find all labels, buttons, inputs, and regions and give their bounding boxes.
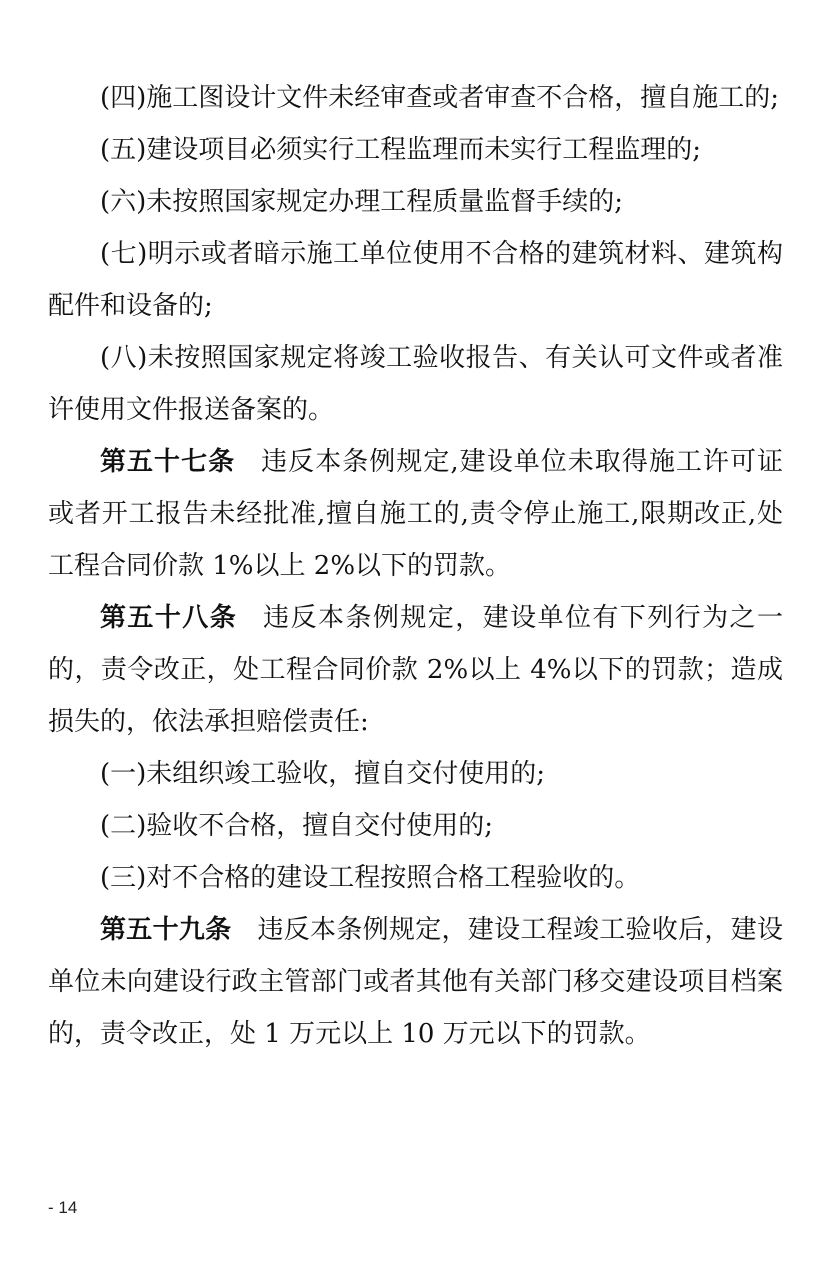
document-body [48,72,783,1060]
article-heading: 第五十八条 [100,603,238,633]
article-58 [48,592,783,748]
paragraph-text: (二)验收不合格，擅自交付使用的; [100,811,494,841]
paragraph-text: (五)建设项目必须实行工程监理而未实行工程监理的; [100,135,702,165]
article-text: 违反本条例规定,建设单位未取得施工许可证或者开工报告未经批准,擅自施工的,责令停止施工,限期改正,处工程合同价款 1%以上 2%以下的罚款。 [48,447,783,581]
article-heading: 第五十七条 [100,447,236,477]
paragraph-text: (一)未组织竣工验收，擅自交付使用的; [100,759,546,789]
paragraph-item-5 [48,124,783,176]
page-number: - 14 [48,1198,78,1217]
paragraph-text: (四)施工图设计文件未经审查或者审查不合格，擅自施工的; [100,83,780,113]
article-text: 违反本条例规定，建设单位有下列行为之一的，责令改正，处工程合同价款 2%以上 4%以下的罚款；造成损失的，依法承担赔偿责任: [48,603,783,737]
article-heading: 第五十九条 [100,915,232,945]
paragraph-item-7 [48,228,783,332]
paragraph-item-8 [48,332,783,436]
article-57 [48,436,783,592]
article-59 [48,904,783,1060]
paragraph-item-1 [48,748,783,800]
paragraph-text: (七)明示或者暗示施工单位使用不合格的建筑材料、建筑构配件和设备的; [48,239,783,321]
paragraph-text: (六)未按照国家规定办理工程质量监督手续的; [100,187,624,217]
paragraph-item-2 [48,800,783,852]
paragraph-item-3 [48,852,783,904]
paragraph-item-4 [48,72,783,124]
paragraph-text: (八)未按照国家规定将竣工验收报告、有关认可文件或者准许使用文件报送备案的。 [48,343,783,425]
article-text: 违反本条例规定，建设工程竣工验收后，建设单位未向建设行政主管部门或者其他有关部门移交建设项目档案的，责令改正，处 1 万元以上 10 万元以下的罚款。 [48,915,783,1049]
paragraph-item-6 [48,176,783,228]
paragraph-text: (三)对不合格的建设工程按照合格工程验收的。 [100,863,641,893]
